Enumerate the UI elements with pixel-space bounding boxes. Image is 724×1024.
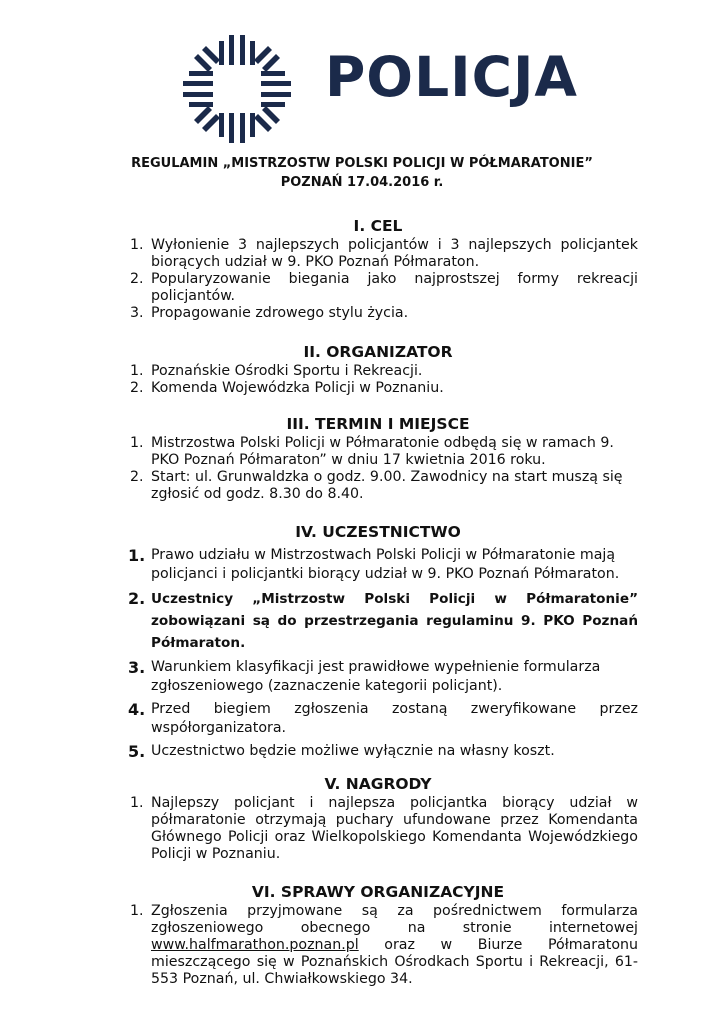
list-item: 1. Wyłonienie 3 najlepszych policjantów i 3 najlepszych policjantek biorących udział w 9. PKO Poznań Półmaraton. [130,237,638,270]
section-title: IV. UCZESTNICTWO [295,523,461,541]
police-star-icon [180,32,294,146]
section-cel [118,216,638,322]
list-item: 4. Przed biegiem zgłoszenia zostaną zweryfikowane przez współorganizatora. [128,700,638,736]
section-list [118,237,638,322]
list-item: 1. Najlepszy policjant i najlepsza policjantka biorący udział w półmaratonie otrzymają puchary ufundowane przez Komendanta Głównego Policji oraz Wielkopolskiego Komendanta Wojewódzkiego Policji w Poznaniu. [130,795,638,862]
section-sprawy-organizacyjne [118,882,638,988]
list-item: 3. Warunkiem klasyfikacji jest prawidłowe wypełnienie formularza zgłoszeniowego (zaznaczenie kategorii policjant). [128,658,601,694]
document-date: POZNAŃ 17.04.2016 r. [280,175,444,190]
list-item: 2. Popularyzowanie biegania jako najprostszej formy rekreacji policjantów. [130,271,638,304]
section-list [118,903,638,988]
section-uczestnictwo [118,522,638,765]
section-list [118,435,638,503]
section-title: VI. SPRAWY ORGANIZACYJNE [251,883,505,901]
section-organizator [118,342,638,397]
section-list [118,795,638,863]
section-title: III. TERMIN I MIEJSCE [286,415,470,433]
list-item: 1. Poznańskie Ośrodki Sportu i Rekreacji. [130,363,423,379]
list-item: 1. Mistrzostwa Polski Policji w Półmaratonie odbędą się w ramach 9. PKO Poznań Półmaraton” w dniu 17 kwietnia 2016 roku. [130,435,614,468]
section-title: I. CEL [353,217,403,235]
section-nagrody [118,774,638,863]
document-header [0,154,724,192]
list-item: 1. Prawo udziału w Mistrzostwach Polski Policji w Półmaratonie mają policjanci i policjantki biorący udział w 9. PKO Poznań Półmaraton. [128,546,620,582]
list-item: 1. Zgłoszenia przyjmowane są za pośrednictwem formularza zgłoszeniowego obecnego na stronie internetowej www.halfmarathon.poznan.pl oraz w Biurze Półmaratonu mieszczącego się w Poznańskich Ośrodkach Sportu i Rekreacji, 61-553 Poznań, ul. Chwiałkowskiego 34. [130,903,638,987]
halfmarathon-website-link[interactable]: www.halfmarathon.poznan.pl [151,937,359,953]
list-item: 2. Start: ul. Grunwaldzka o godz. 9.00. Zawodnicy na start muszą się zgłosić od godz. 8.30 do 8.40. [130,469,623,502]
list-item: 3. Propagowanie zdrowego stylu życia. [130,305,409,321]
section-termin-i-miejsce [118,414,638,503]
section-title: V. NAGRODY [324,775,432,793]
section-list [118,363,638,397]
section-title: II. ORGANIZATOR [303,343,453,361]
list-item: 2. Uczestnicy „Mistrzostw Polski Policji w Półmaratonie” zobowiązani są do przestrzegania regulaminu 9. PKO Poznań Półmaraton. [128,589,638,651]
list-item: 2. Komenda Wojewódzka Policji w Poznaniu. [130,380,444,396]
policja-wordmark: POLICJA [325,45,578,109]
list-item: 5. Uczestnictwo będzie możliwe wyłącznie na własny koszt. [128,742,555,761]
section-list [118,546,638,761]
document-title: REGULAMIN „MISTRZOSTW POLSKI POLICJI W PÓŁMARATONIE” [131,156,593,171]
